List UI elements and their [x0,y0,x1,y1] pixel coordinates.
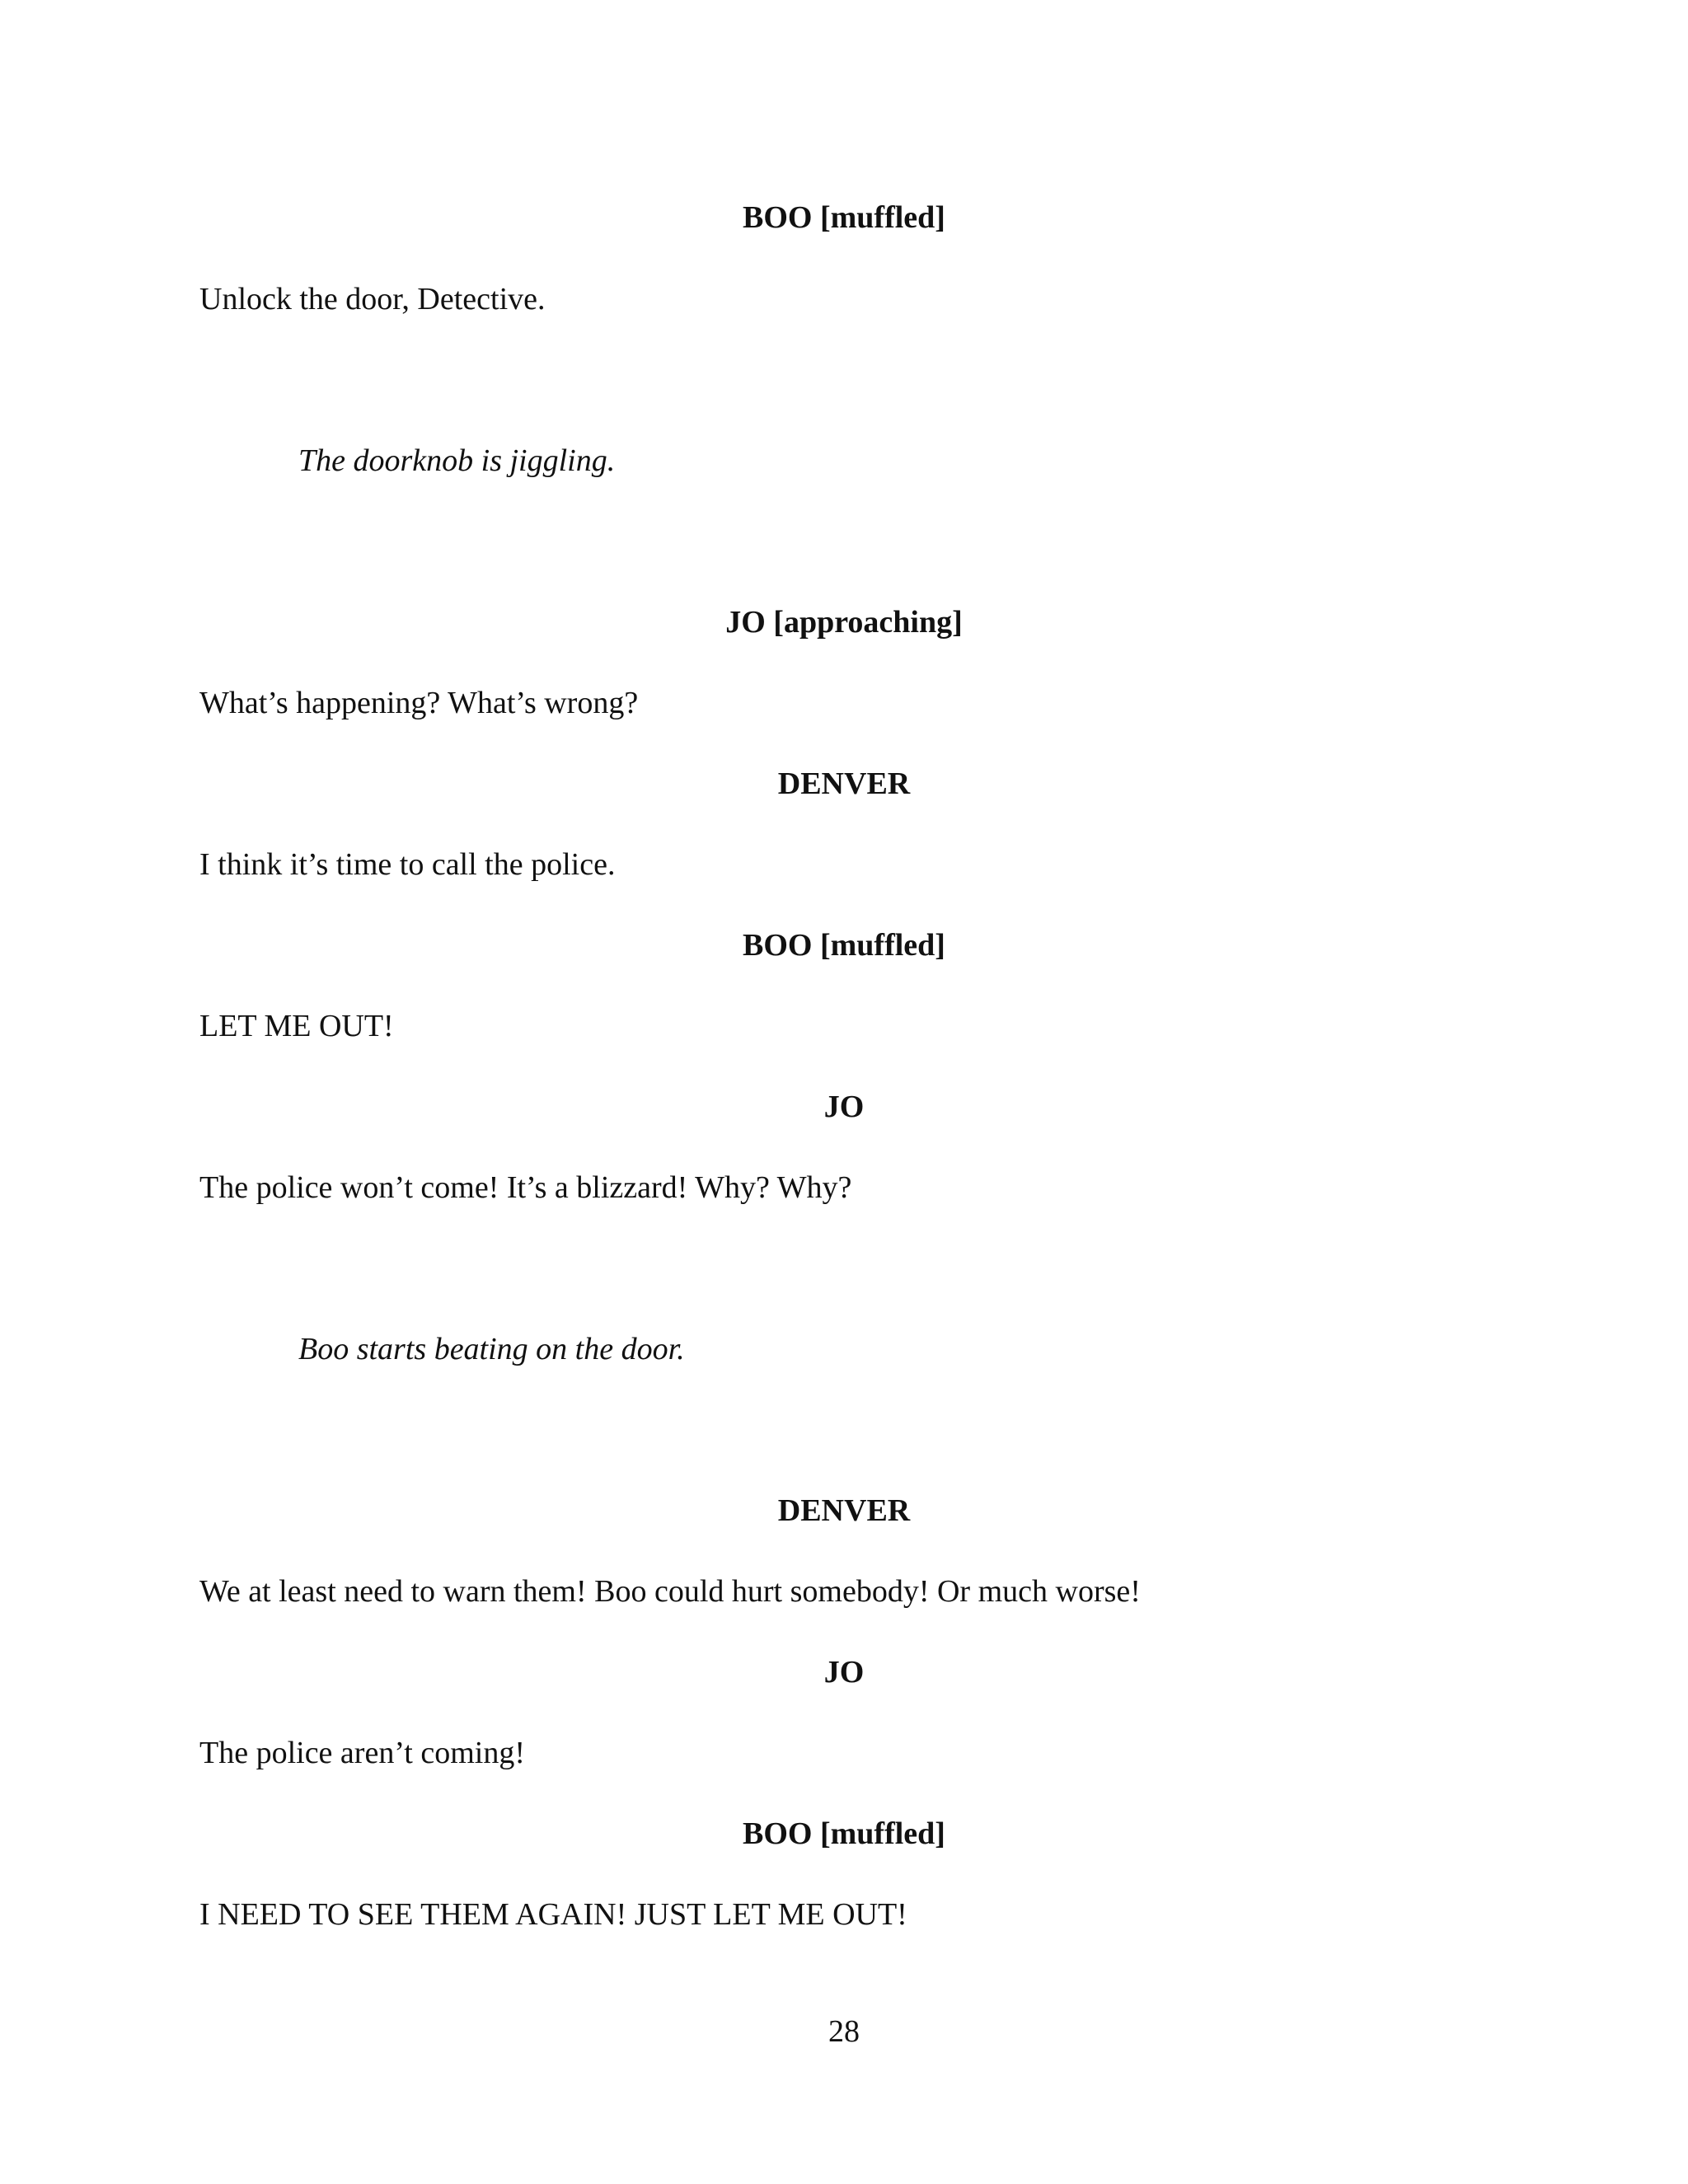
page-number: 28 [828,2014,860,2049]
speaker-name: BOO [muffled] [743,200,945,235]
dialogue-line: The police won’t come! It’s a blizzard! Why? Why? [199,1170,852,1205]
dialogue-line: I NEED TO SEE THEM AGAIN! JUST LET ME OUT! [199,1897,907,1932]
speaker-name: DENVER [777,766,911,801]
dialogue-line: What’s happening? What’s wrong? [199,686,639,720]
dialogue-line: Unlock the door, Detective. [199,282,546,316]
stage-direction: The doorknob is jiggling. [298,443,616,478]
speaker-name: JO [approaching] [725,605,963,640]
dialogue-line: LET ME OUT! [199,1009,394,1043]
speaker-name: BOO [muffled] [743,928,945,963]
stage-direction: Boo starts beating on the door. [298,1332,685,1366]
speaker-name: DENVER [777,1493,911,1528]
speaker-name: BOO [muffled] [743,1816,945,1851]
dialogue-line: We at least need to warn them! Boo could hurt somebody! Or much worse! [199,1574,1141,1609]
dialogue-line: The police aren’t coming! [199,1736,525,1770]
dialogue-line: I think it’s time to call the police. [199,847,616,882]
speaker-name: JO [823,1655,865,1690]
speaker-name: JO [823,1090,865,1124]
